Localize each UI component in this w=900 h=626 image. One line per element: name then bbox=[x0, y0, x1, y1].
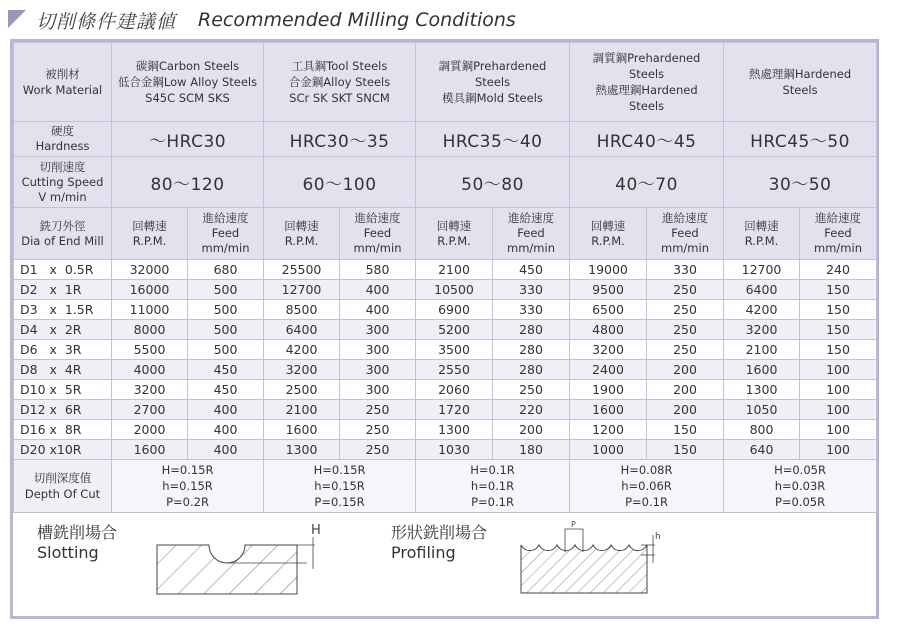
table-row bbox=[14, 400, 877, 420]
feed-cell: 150 bbox=[647, 440, 724, 460]
rpm-cell: 4200 bbox=[264, 340, 340, 360]
feed-cell: 150 bbox=[800, 320, 877, 340]
feed-cell: 400 bbox=[188, 420, 264, 440]
slotting-en: Slotting bbox=[37, 543, 99, 562]
end-mill-diameter: D6 x 3R bbox=[14, 340, 112, 360]
rpm-cell: 1600 bbox=[570, 400, 647, 420]
feed-cell: 180 bbox=[493, 440, 570, 460]
depth-P: P=0.2R bbox=[166, 495, 209, 509]
end-mill-diameter: D8 x 4R bbox=[14, 360, 112, 380]
rpm-cell: 10500 bbox=[416, 280, 493, 300]
feed-cell: 500 bbox=[188, 300, 264, 320]
cutting-speed-value: 80～120 bbox=[112, 157, 264, 208]
svg-text:h: h bbox=[655, 532, 661, 542]
hardness-value: HRC35～40 bbox=[416, 122, 570, 157]
feed-cell: 200 bbox=[647, 360, 724, 380]
cutting-speed-row bbox=[14, 157, 877, 208]
table-row bbox=[14, 380, 877, 400]
depth-h: h=0.15R bbox=[314, 479, 365, 493]
end-mill-diameter: D4 x 2R bbox=[14, 320, 112, 340]
material-line: 調質鋼Prehardened bbox=[438, 59, 547, 73]
rpm-cell: 25500 bbox=[264, 260, 340, 280]
feed-cell: 400 bbox=[188, 400, 264, 420]
label-en: R.P.M. bbox=[591, 233, 625, 248]
rpm-cell: 19000 bbox=[570, 260, 647, 280]
profiling-diagram-icon bbox=[513, 517, 673, 597]
title-triangle-icon bbox=[8, 10, 26, 28]
feed-cell: 200 bbox=[647, 380, 724, 400]
feed-cell: 500 bbox=[188, 320, 264, 340]
material-label bbox=[14, 43, 112, 122]
label-en: Depth Of Cut bbox=[24, 487, 101, 501]
rpm-cell: 3200 bbox=[264, 360, 340, 380]
rpm-cell: 800 bbox=[724, 420, 800, 440]
label-zh: 進給速度 bbox=[354, 211, 401, 225]
material-line: 熱處理鋼Hardened bbox=[748, 67, 852, 81]
end-mill-diameter: D1 x 0.5R bbox=[14, 260, 112, 280]
label-zh: 硬度 bbox=[51, 124, 74, 138]
feed-header bbox=[493, 208, 570, 260]
feed-header bbox=[340, 208, 416, 260]
rpm-cell: 3200 bbox=[570, 340, 647, 360]
label-zh: 切削速度 bbox=[39, 159, 86, 174]
depth-value bbox=[570, 460, 724, 513]
rpm-cell: 2500 bbox=[264, 380, 340, 400]
label-unit: mm/min bbox=[661, 241, 709, 255]
rpm-cell: 2550 bbox=[416, 360, 493, 380]
material-line: 低合金鋼Low Alloy Steels bbox=[117, 75, 258, 89]
depth-h: h=0.03R bbox=[774, 479, 826, 493]
label-en: Feed bbox=[211, 226, 240, 240]
material-line: 合金鋼Alloy Steels bbox=[288, 75, 391, 89]
rpm-cell: 1300 bbox=[416, 420, 493, 440]
material-prehardened-mold bbox=[416, 43, 570, 122]
depth-of-cut-label bbox=[14, 460, 112, 513]
rpm-cell: 2000 bbox=[112, 420, 188, 440]
hardness-value: ～HRC30 bbox=[112, 122, 264, 157]
feed-cell: 250 bbox=[647, 300, 724, 320]
material-line: 工具鋼Tool Steels bbox=[291, 59, 388, 73]
rpm-cell: 6400 bbox=[264, 320, 340, 340]
end-mill-diameter: D16 x 8R bbox=[14, 420, 112, 440]
label-unit: V m/min bbox=[38, 189, 87, 204]
feed-cell: 450 bbox=[493, 260, 570, 280]
depth-H: H=0.05R bbox=[774, 463, 826, 477]
feed-cell: 100 bbox=[800, 440, 877, 460]
table-row bbox=[14, 280, 877, 300]
rpm-cell: 1200 bbox=[570, 420, 647, 440]
material-line: Steels bbox=[782, 83, 818, 97]
label-en: Feed bbox=[671, 226, 699, 240]
table-row bbox=[14, 320, 877, 340]
rpm-cell: 4000 bbox=[112, 360, 188, 380]
feed-cell: 300 bbox=[340, 360, 416, 380]
feed-cell: 680 bbox=[188, 260, 264, 280]
label-unit: mm/min bbox=[814, 241, 862, 255]
label-zh: 進給速度 bbox=[508, 211, 555, 225]
rpm-header bbox=[570, 208, 647, 260]
end-mill-diameter: D2 x 1R bbox=[14, 280, 112, 300]
data-rows bbox=[14, 260, 877, 460]
end-mill-diameter: D20 x10R bbox=[14, 440, 112, 460]
rpm-cell: 1030 bbox=[416, 440, 493, 460]
hardness-value: HRC30～35 bbox=[264, 122, 416, 157]
rpm-cell: 1300 bbox=[724, 380, 800, 400]
milling-conditions-table-frame bbox=[10, 39, 879, 619]
cutting-speed-value: 50～80 bbox=[416, 157, 570, 208]
diagram-area bbox=[13, 513, 876, 605]
rpm-cell: 16000 bbox=[112, 280, 188, 300]
rpm-header bbox=[724, 208, 800, 260]
table-row bbox=[14, 260, 877, 280]
feed-cell: 330 bbox=[493, 300, 570, 320]
material-line: 調質鋼Prehardened bbox=[592, 51, 701, 65]
label-en: R.P.M. bbox=[284, 233, 319, 248]
rpm-cell: 1300 bbox=[264, 440, 340, 460]
material-line: 模具鋼Mold Steels bbox=[442, 91, 543, 105]
feed-cell: 150 bbox=[647, 420, 724, 440]
rpm-cell: 2700 bbox=[112, 400, 188, 420]
material-prehardened-hardened bbox=[570, 43, 724, 122]
cutting-speed-label bbox=[14, 157, 112, 208]
material-tool-steels bbox=[264, 43, 416, 122]
hardness-value: HRC40～45 bbox=[570, 122, 724, 157]
hardness-value: HRC45～50 bbox=[724, 122, 877, 157]
rpm-header bbox=[112, 208, 188, 260]
label-en: Feed bbox=[363, 226, 392, 240]
rpm-cell: 1050 bbox=[724, 400, 800, 420]
table-row bbox=[14, 300, 877, 320]
rpm-cell: 1000 bbox=[570, 440, 647, 460]
rpm-cell: 3200 bbox=[724, 320, 800, 340]
profiling-en: Profiling bbox=[391, 543, 456, 562]
rpm-cell: 2100 bbox=[264, 400, 340, 420]
rpm-cell: 12700 bbox=[264, 280, 340, 300]
profiling-zh: 形狀銑削場合 bbox=[391, 523, 488, 542]
slotting-zh: 槽銑削場合 bbox=[37, 523, 118, 542]
depth-P: P=0.15R bbox=[314, 495, 365, 509]
rpm-cell: 5200 bbox=[416, 320, 493, 340]
depth-value bbox=[416, 460, 570, 513]
cutting-speed-value: 30～50 bbox=[724, 157, 877, 208]
depth-h: h=0.1R bbox=[470, 479, 515, 493]
label-zh: 回轉速 bbox=[590, 218, 626, 233]
svg-text:H: H bbox=[311, 523, 321, 538]
end-mill-diameter: D3 x 1.5R bbox=[14, 300, 112, 320]
rpm-cell: 640 bbox=[724, 440, 800, 460]
rpm-header bbox=[264, 208, 340, 260]
feed-cell: 250 bbox=[647, 320, 724, 340]
material-line: 熱處理鋼Hardened bbox=[595, 83, 698, 97]
label-en: Cutting Speed bbox=[21, 174, 104, 189]
material-line: Steels bbox=[474, 75, 511, 89]
feed-cell: 100 bbox=[800, 420, 877, 440]
feed-cell: 400 bbox=[188, 440, 264, 460]
end-mill-diameter: D12 x 6R bbox=[14, 400, 112, 420]
material-row bbox=[14, 43, 877, 122]
label-zh: 回轉速 bbox=[744, 218, 779, 233]
rpm-cell: 5500 bbox=[112, 340, 188, 360]
title-bar bbox=[8, 6, 516, 34]
feed-cell: 280 bbox=[493, 360, 570, 380]
rpm-cell: 2400 bbox=[570, 360, 647, 380]
rpm-cell: 4200 bbox=[724, 300, 800, 320]
rpm-cell: 8500 bbox=[264, 300, 340, 320]
material-carbon-steels bbox=[112, 43, 264, 122]
material-line: Steels bbox=[628, 99, 665, 113]
feed-header bbox=[800, 208, 877, 260]
feed-cell: 100 bbox=[800, 360, 877, 380]
feed-cell: 240 bbox=[800, 260, 877, 280]
rpm-header bbox=[416, 208, 493, 260]
label-zh: 被削材 bbox=[45, 67, 80, 81]
feed-cell: 250 bbox=[493, 380, 570, 400]
feed-cell: 580 bbox=[340, 260, 416, 280]
rpm-cell: 8000 bbox=[112, 320, 188, 340]
feed-cell: 330 bbox=[647, 260, 724, 280]
label-zh: 進給速度 bbox=[815, 211, 862, 225]
material-line: Steels bbox=[628, 67, 665, 81]
milling-conditions-table bbox=[13, 42, 877, 513]
rpm-cell: 6500 bbox=[570, 300, 647, 320]
material-hardened-steels bbox=[724, 43, 877, 122]
rpm-cell: 1720 bbox=[416, 400, 493, 420]
depth-P: P=0.05R bbox=[774, 495, 826, 509]
label-unit: mm/min bbox=[353, 241, 402, 255]
rpm-cell: 11000 bbox=[112, 300, 188, 320]
depth-H: H=0.08R bbox=[620, 463, 673, 477]
material-line: SCr SK SKT SNCM bbox=[289, 91, 390, 105]
cutting-speed-value: 60～100 bbox=[264, 157, 416, 208]
depth-h: h=0.06R bbox=[621, 479, 672, 493]
depth-of-cut-row bbox=[14, 460, 877, 513]
svg-text:P: P bbox=[571, 520, 576, 529]
label-zh: 回轉速 bbox=[284, 218, 319, 233]
table-row bbox=[14, 340, 877, 360]
depth-H: H=0.15R bbox=[313, 463, 366, 477]
feed-cell: 300 bbox=[340, 320, 416, 340]
rpm-cell: 3500 bbox=[416, 340, 493, 360]
rpm-cell: 6400 bbox=[724, 280, 800, 300]
rpm-cell: 12700 bbox=[724, 260, 800, 280]
slotting-diagram-icon bbox=[153, 517, 323, 597]
column-subheader-row bbox=[14, 208, 877, 260]
rpm-cell: 32000 bbox=[112, 260, 188, 280]
end-mill-diameter: D10 x 5R bbox=[14, 380, 112, 400]
material-line: 碳鋼Carbon Steels bbox=[135, 59, 240, 73]
feed-cell: 500 bbox=[188, 340, 264, 360]
feed-cell: 100 bbox=[800, 380, 877, 400]
depth-value bbox=[112, 460, 264, 513]
feed-cell: 250 bbox=[647, 340, 724, 360]
rpm-cell: 2100 bbox=[416, 260, 493, 280]
table-row bbox=[14, 360, 877, 380]
label-zh: 進給速度 bbox=[202, 211, 249, 225]
feed-cell: 250 bbox=[340, 420, 416, 440]
title-chinese: 切削條件建議値 bbox=[36, 10, 177, 33]
rpm-cell: 1900 bbox=[570, 380, 647, 400]
label-zh: 回轉速 bbox=[436, 218, 472, 233]
label-en: Dia of End Mill bbox=[21, 233, 104, 248]
feed-cell: 220 bbox=[493, 400, 570, 420]
rpm-cell: 1600 bbox=[112, 440, 188, 460]
label-zh: 切削深度值 bbox=[33, 471, 92, 485]
feed-cell: 250 bbox=[340, 440, 416, 460]
rpm-cell: 6900 bbox=[416, 300, 493, 320]
depth-P: P=0.1R bbox=[471, 495, 514, 509]
depth-value bbox=[264, 460, 416, 513]
material-line: S45C SCM SKS bbox=[145, 91, 230, 105]
hardness-row bbox=[14, 122, 877, 157]
label-unit: mm/min bbox=[507, 241, 555, 255]
rpm-cell: 2100 bbox=[724, 340, 800, 360]
feed-cell: 150 bbox=[800, 340, 877, 360]
slotting-caption bbox=[37, 523, 117, 563]
rpm-cell: 9500 bbox=[570, 280, 647, 300]
cutting-speed-value: 40～70 bbox=[570, 157, 724, 208]
label-en: Work Material bbox=[22, 83, 103, 97]
feed-cell: 300 bbox=[340, 340, 416, 360]
feed-cell: 300 bbox=[340, 380, 416, 400]
feed-cell: 150 bbox=[800, 280, 877, 300]
feed-cell: 100 bbox=[800, 400, 877, 420]
label-unit: mm/min bbox=[201, 241, 250, 255]
hardness-label bbox=[14, 122, 112, 157]
dia-label bbox=[14, 208, 112, 260]
rpm-cell: 1600 bbox=[264, 420, 340, 440]
depth-H: H=0.1R bbox=[470, 463, 515, 477]
feed-cell: 330 bbox=[493, 280, 570, 300]
rpm-cell: 1600 bbox=[724, 360, 800, 380]
label-en: R.P.M. bbox=[437, 233, 471, 248]
feed-cell: 250 bbox=[340, 400, 416, 420]
profiling-caption bbox=[391, 523, 487, 563]
feed-cell: 280 bbox=[493, 320, 570, 340]
feed-header bbox=[647, 208, 724, 260]
feed-cell: 400 bbox=[340, 300, 416, 320]
depth-value bbox=[724, 460, 877, 513]
label-en: R.P.M. bbox=[132, 233, 167, 248]
rpm-cell: 4800 bbox=[570, 320, 647, 340]
rpm-cell: 2060 bbox=[416, 380, 493, 400]
label-en: R.P.M. bbox=[744, 233, 779, 248]
label-zh: 銑刀外徑 bbox=[39, 218, 86, 233]
label-en: Hardness bbox=[35, 139, 90, 153]
feed-cell: 200 bbox=[493, 420, 570, 440]
feed-header bbox=[188, 208, 264, 260]
label-en: Feed bbox=[824, 226, 852, 240]
title-english: Recommended Milling Conditions bbox=[198, 9, 516, 31]
feed-cell: 200 bbox=[647, 400, 724, 420]
table-row bbox=[14, 420, 877, 440]
feed-cell: 280 bbox=[493, 340, 570, 360]
table-row bbox=[14, 440, 877, 460]
feed-cell: 450 bbox=[188, 360, 264, 380]
rpm-cell: 3200 bbox=[112, 380, 188, 400]
depth-H: H=0.15R bbox=[161, 463, 214, 477]
feed-cell: 500 bbox=[188, 280, 264, 300]
label-en: Feed bbox=[517, 226, 545, 240]
depth-P: P=0.1R bbox=[625, 495, 668, 509]
feed-cell: 250 bbox=[647, 280, 724, 300]
label-zh: 回轉速 bbox=[132, 218, 167, 233]
feed-cell: 150 bbox=[800, 300, 877, 320]
depth-h: h=0.15R bbox=[162, 479, 213, 493]
label-zh: 進給速度 bbox=[662, 211, 709, 225]
feed-cell: 450 bbox=[188, 380, 264, 400]
feed-cell: 400 bbox=[340, 280, 416, 300]
